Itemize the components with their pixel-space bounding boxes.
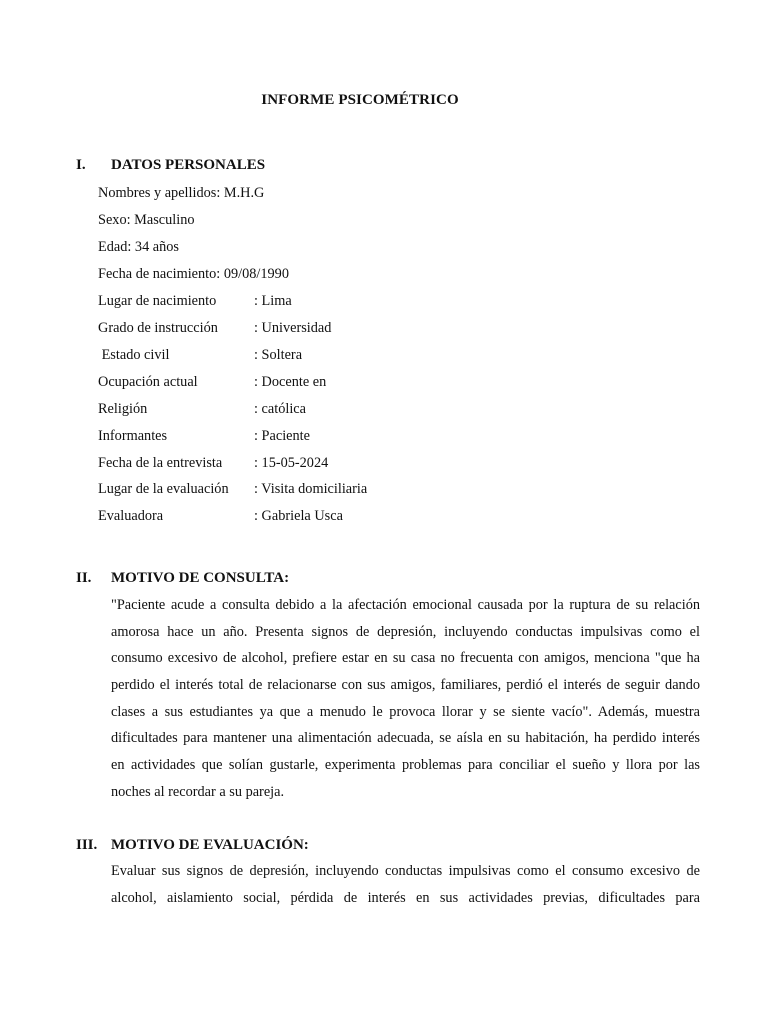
field-value: : Visita domiciliaria: [254, 481, 368, 497]
paragraph-line: consumo excesivo de alcohol, prefiere estar en su casa no frecuenta con amigos, menciona "que ha: [111, 650, 700, 667]
field-label: Fecha de la entrevista: [98, 455, 223, 471]
paragraph-line: Evaluar sus signos de depresión, incluyendo conductas impulsivas como el consumo excesivo de: [111, 863, 700, 879]
field-label: Informantes: [98, 428, 168, 444]
field-fecha-nacimiento: Fecha de nacimiento: 09/08/1990: [98, 266, 289, 282]
field-value: : Paciente: [254, 428, 310, 444]
field-value: : Soltera: [254, 347, 303, 363]
paragraph-line: amorosa hace un año. Presenta signos de depresión, incluyendo conductas impulsivas como el: [111, 623, 700, 640]
field-fecha-entrevista: [98, 455, 329, 472]
field-lugar-nacimiento: [98, 293, 292, 310]
field-label: Lugar de nacimiento: [98, 293, 217, 309]
paragraph-line: noches al recordar a su pareja.: [111, 783, 285, 800]
section-2-title: MOTIVO DE CONSULTA:: [111, 570, 290, 586]
section-3-number: III.: [76, 837, 98, 853]
field-label: Religión: [98, 401, 148, 417]
field-value: : Gabriela Usca: [254, 508, 343, 524]
section-2-number: II.: [76, 570, 92, 586]
field-nombres: Nombres y apellidos: M.H.G: [98, 185, 265, 201]
field-label: Evaluadora: [98, 508, 164, 524]
field-label: Lugar de la evaluación: [98, 481, 229, 497]
field-value: : Lima: [254, 293, 292, 309]
paragraph-line: clases a sus estudiantes ya que a menudo le provoca llorar y se siente vacío". Además, muestra: [111, 703, 700, 720]
section-3-title: MOTIVO DE EVALUACIÓN:: [111, 837, 309, 853]
section-1-title: DATOS PERSONALES: [111, 157, 266, 173]
motivo-evaluacion-paragraph: [111, 858, 700, 911]
field-grado-instruccion: [98, 320, 332, 337]
field-sexo: Sexo: Masculino: [98, 212, 195, 228]
paragraph-line: dificultades para mantener una alimentación adecuada, se aísla en su habitación, ha perdido interés: [111, 730, 700, 747]
paragraph-line: alcohol, aislamiento social, pérdida de interés en sus actividades previas, dificultades para: [111, 889, 700, 906]
field-label: Grado de instrucción: [98, 320, 218, 336]
motivo-consulta-paragraph: [111, 592, 700, 806]
field-evaluadora: [98, 508, 343, 525]
field-edad: Edad: 34 años: [98, 239, 179, 255]
document-title: INFORME PSICOMÉTRICO: [261, 92, 459, 108]
field-religion: [98, 401, 306, 418]
field-value: : Universidad: [254, 320, 332, 336]
field-ocupacion: [98, 374, 327, 391]
field-label: Estado civil: [98, 347, 170, 363]
section-1-number: I.: [76, 157, 86, 173]
field-lugar-evaluacion: [98, 481, 368, 498]
paragraph-line: perdido el interés total de relacionarse con sus amigos, familiares, perdió el interés de seguir dando: [111, 677, 700, 694]
field-value: : 15-05-2024: [254, 455, 329, 471]
paragraph-line: en actividades que solían gustarle, experimenta problemas para conciliar el sueño y llora por las: [111, 757, 700, 774]
field-informantes: [98, 428, 310, 445]
field-value: : católica: [254, 401, 306, 417]
field-value: : Docente en: [254, 374, 327, 390]
paragraph-line: "Paciente acude a consulta debido a la afectación emocional causada por la ruptura de su relación: [111, 597, 700, 613]
field-estado-civil: [98, 347, 303, 364]
field-label: Ocupación actual: [98, 374, 198, 390]
